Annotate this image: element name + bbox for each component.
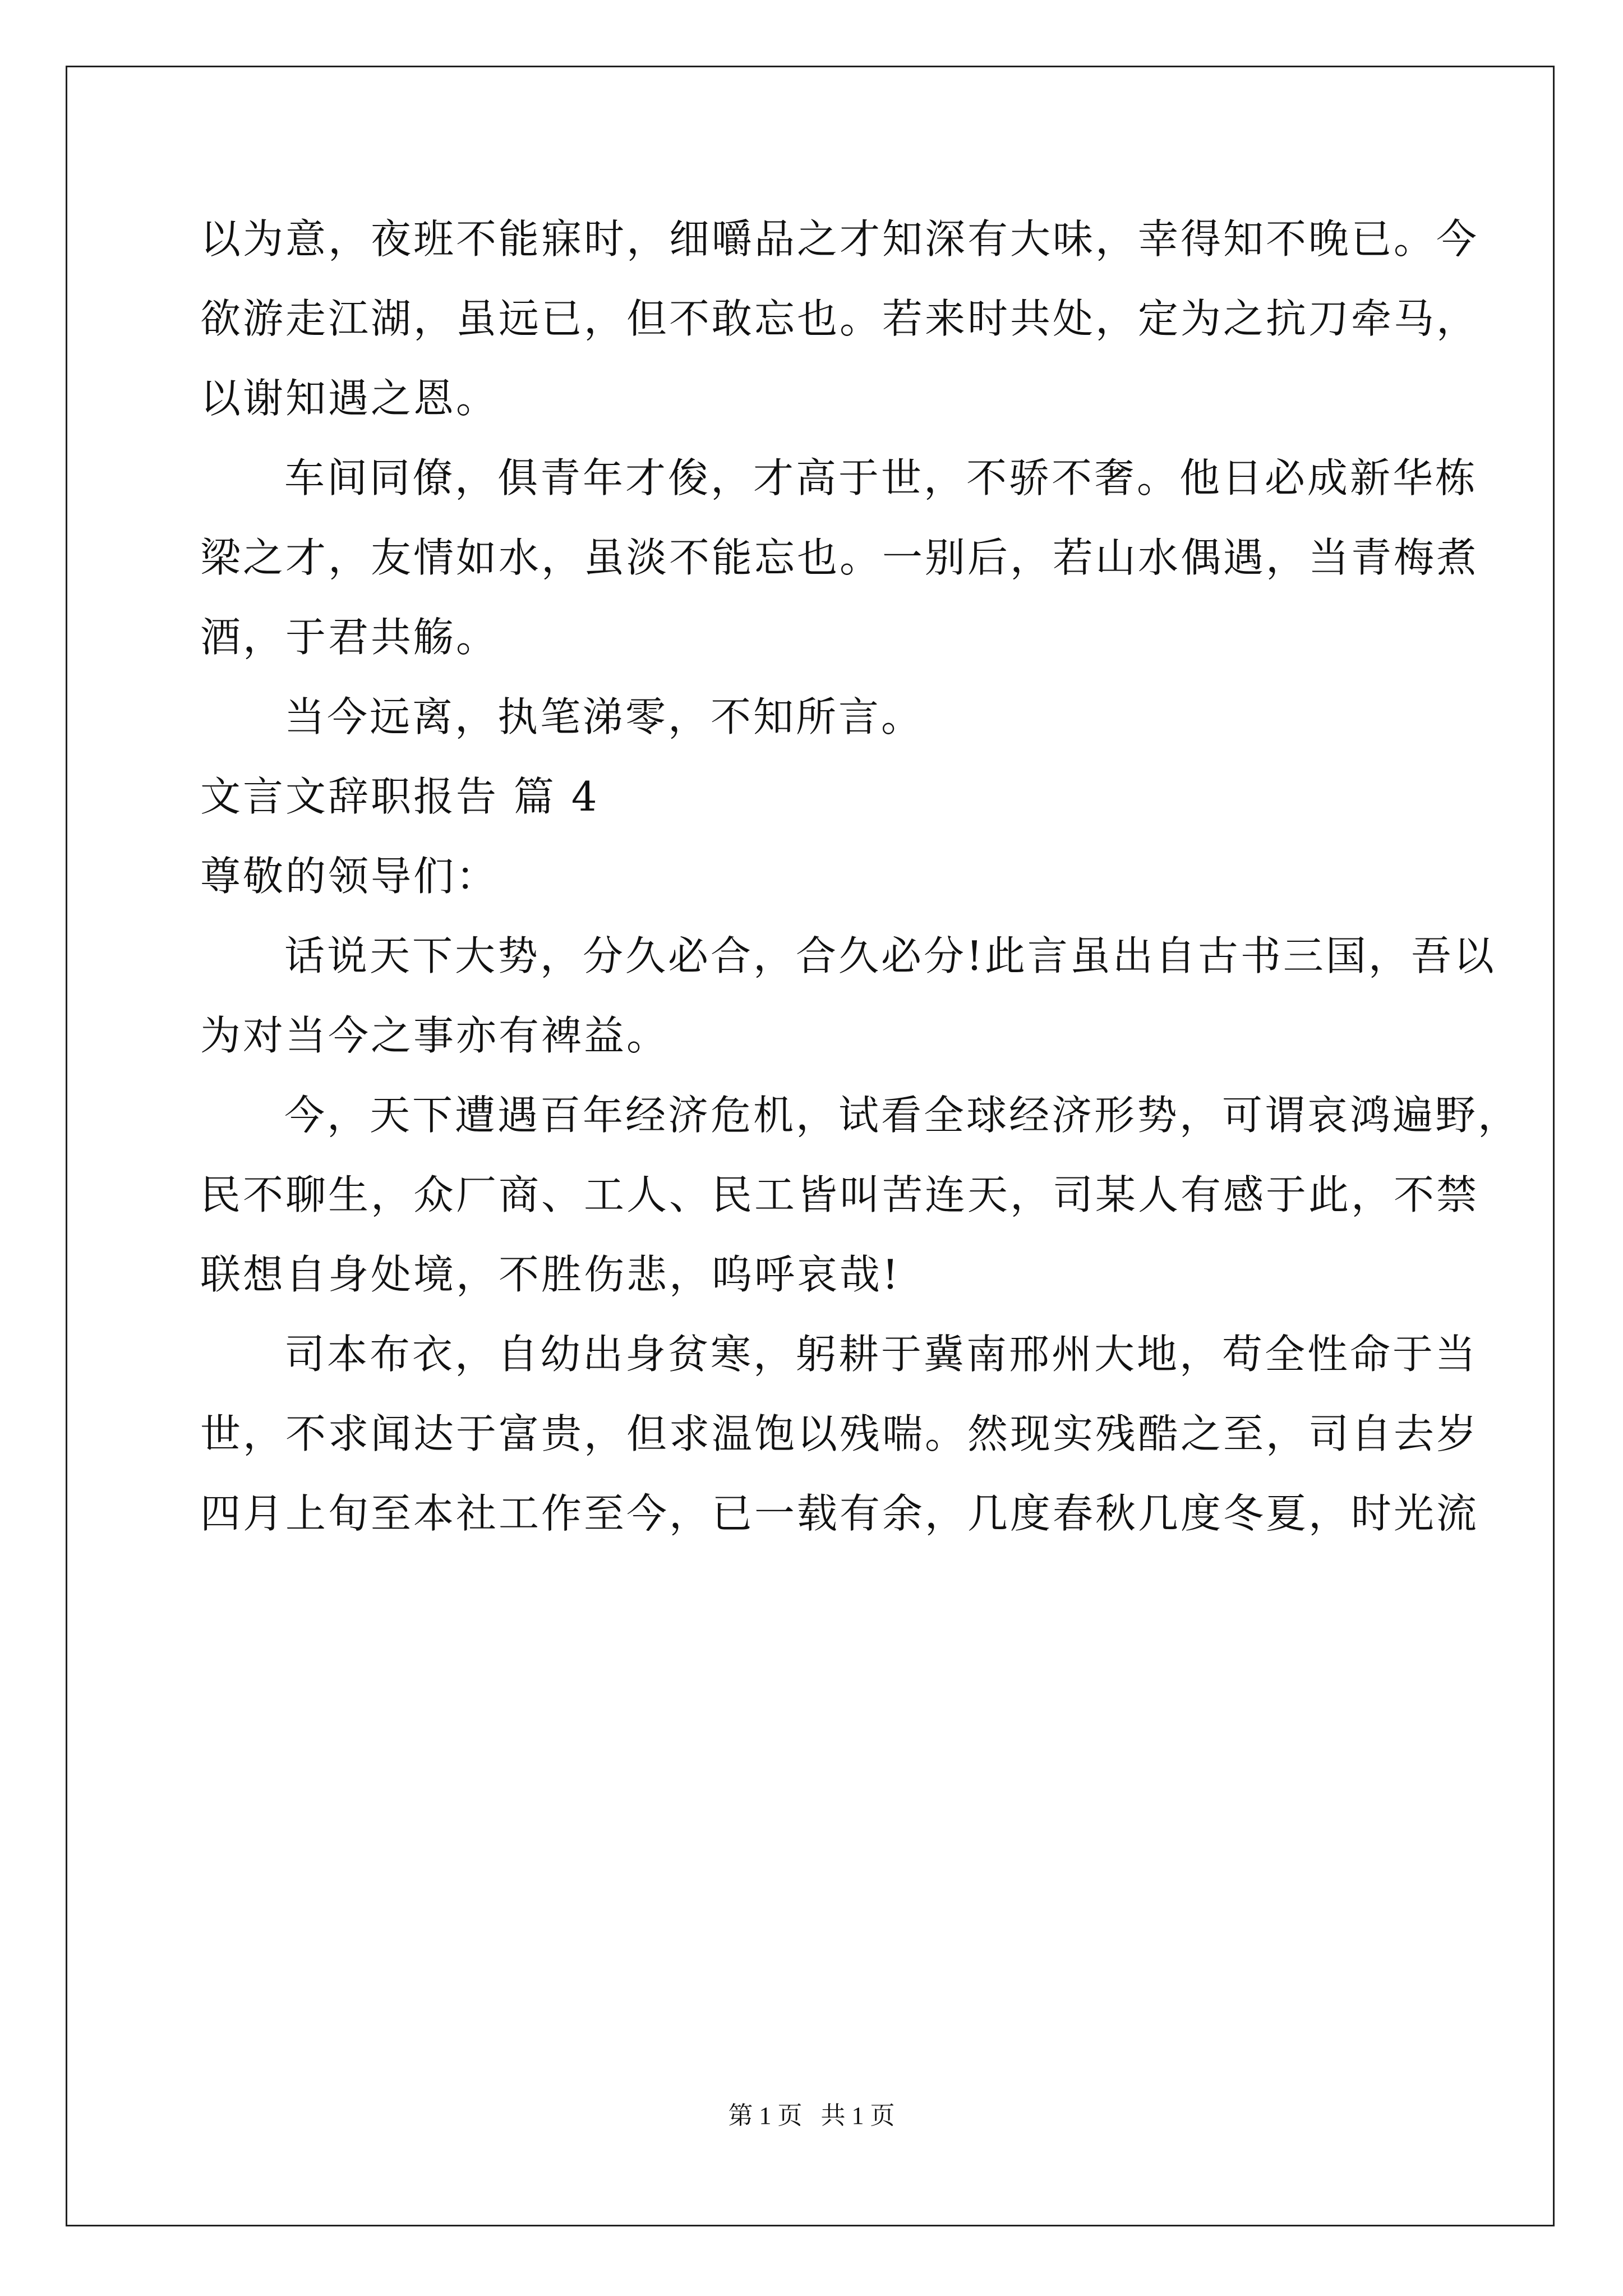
- text-line: 民不聊生，众厂商、工人、民工皆叫苦连天，司某人有感于此，不禁: [200, 1171, 1479, 1218]
- paragraph-start-line: 车间同僚，俱青年才俊，才高于世，不骄不奢。他日必成新华栋: [284, 454, 1478, 501]
- section-heading: 文言文辞职报告 篇 4: [200, 773, 600, 820]
- text-line: 以谢知遇之恩。: [200, 375, 499, 422]
- text-line: 世，不求闻达于富贵，但求温饱以残喘。然现实残酷之至，司自去岁: [200, 1410, 1479, 1457]
- text-line: 以为意，夜班不能寐时，细嚼品之才知深有大味，幸得知不晚已。今: [200, 215, 1479, 263]
- paragraph-start-line: 司本布衣，自幼出身贫寒，躬耕于冀南邢州大地，苟全性命于当: [284, 1331, 1478, 1378]
- text-line: 联想自身处境，不胜伤悲，呜呼哀哉!: [200, 1251, 901, 1298]
- page-number-footer: 第 1 页 共 1 页: [728, 2102, 895, 2129]
- text-line: 欲游走江湖，虽远已，但不敢忘也。若来时共处，定为之抗刀牵马，: [200, 295, 1479, 342]
- paragraph-start-line: 今，天下遭遇百年经济危机，试看全球经济形势，可谓哀鸿遍野，: [284, 1092, 1521, 1139]
- salutation: 尊敬的领导们：: [200, 853, 499, 900]
- text-line: 为对当今之事亦有裨益。: [200, 1012, 670, 1059]
- text-line: 梁之才，友情如水，虽淡不能忘也。一别后，若山水偶遇，当青梅煮: [200, 534, 1479, 581]
- paragraph-start-line: 话说天下大势，分久必合，合久必分!此言虽出自古书三国，吾以: [284, 932, 1496, 979]
- text-line: 四月上旬至本社工作至今，已一载有余，几度春秋几度冬夏，时光流: [200, 1490, 1479, 1537]
- text-line: 酒，于君共觞。: [200, 614, 499, 661]
- paragraph-start-line: 当今远离，执笔涕零，不知所言。: [284, 693, 924, 740]
